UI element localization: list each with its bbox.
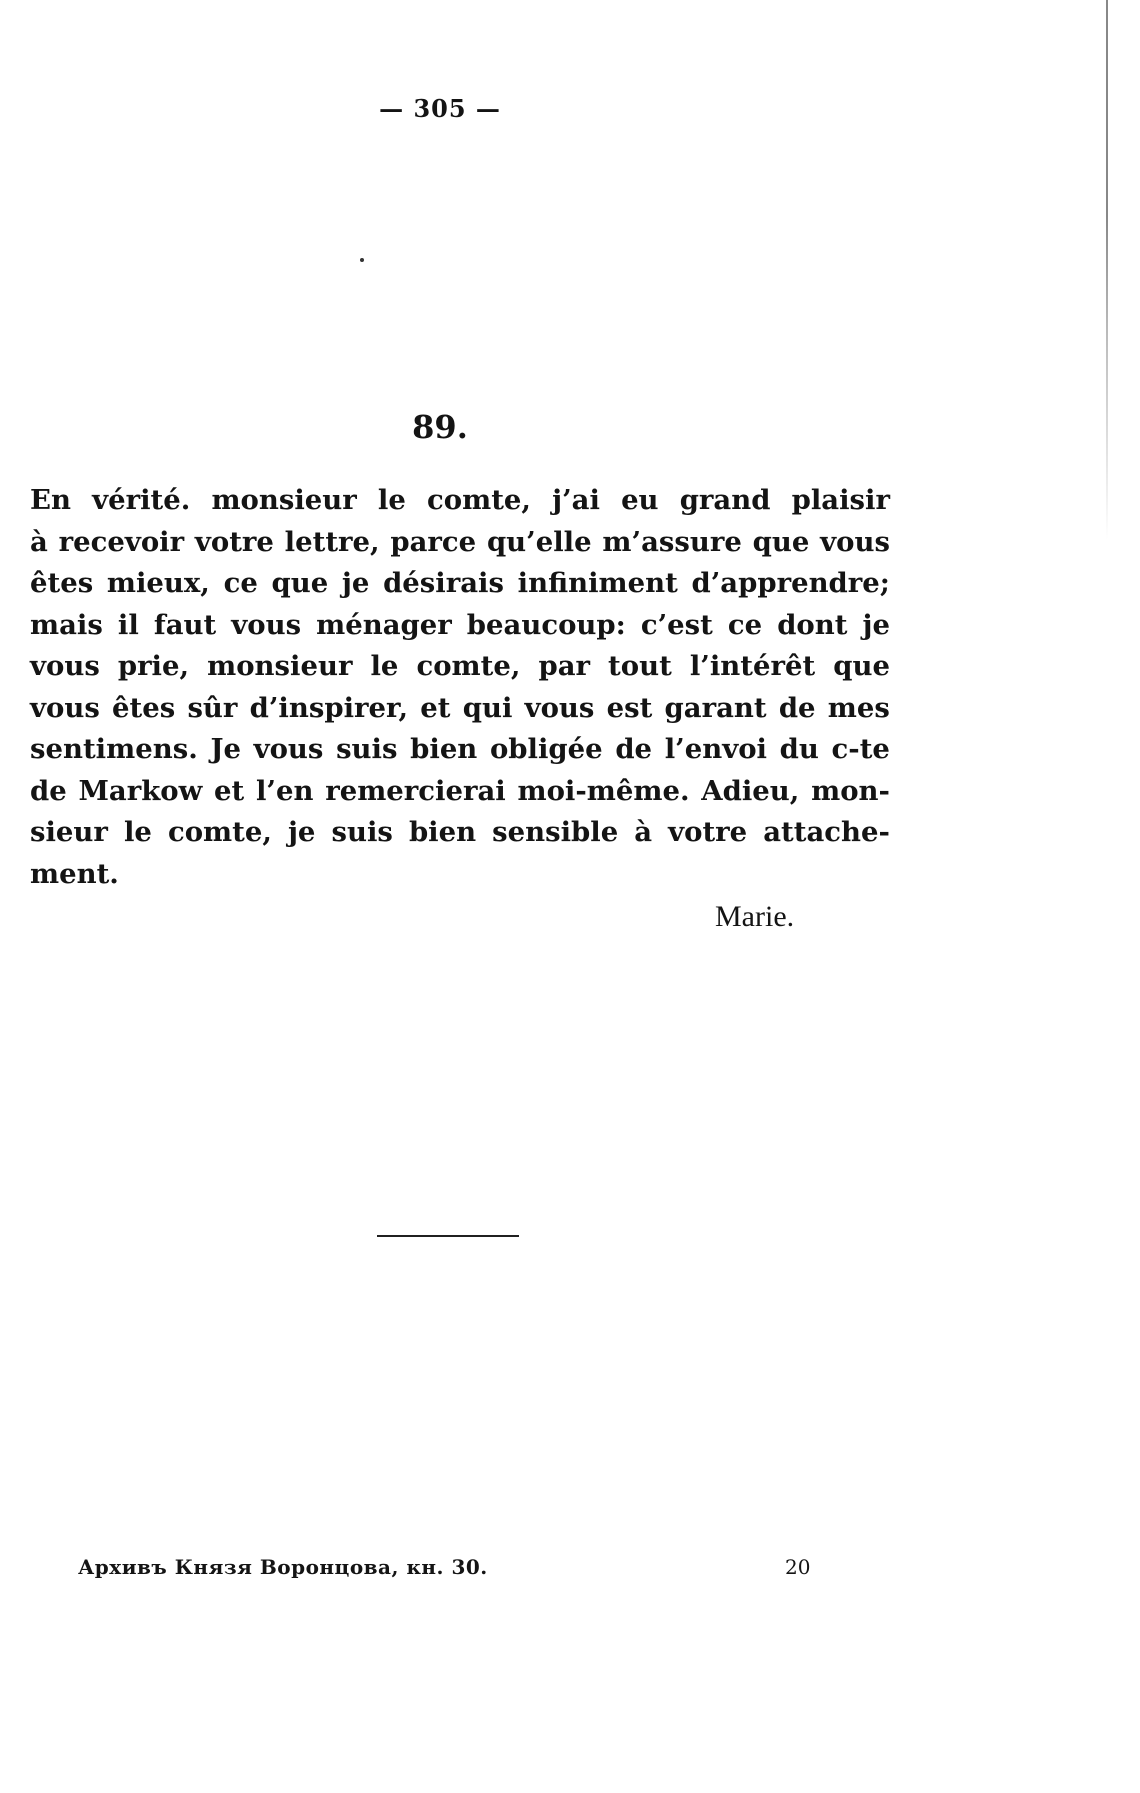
letter-word: le xyxy=(123,816,152,848)
letter-word: mon- xyxy=(811,774,890,807)
letter-word: de xyxy=(30,774,67,807)
letter-word: qui xyxy=(462,691,513,724)
letter-word: l’en xyxy=(255,774,314,807)
letter-word: recevoir xyxy=(58,525,185,558)
letter-word: eu xyxy=(621,484,659,516)
letter-word: d’inspirer, xyxy=(249,691,409,724)
letter-word: sensible xyxy=(492,816,619,848)
letter-word: de xyxy=(615,733,653,765)
letter-line xyxy=(30,605,890,647)
letter-word: sieur xyxy=(30,816,108,848)
letter-word: vous xyxy=(231,608,302,641)
letter-word: je xyxy=(341,567,370,599)
scan-speck xyxy=(360,258,364,262)
letter-line xyxy=(30,729,890,771)
letter-word: il xyxy=(117,608,139,641)
letter-word: ment. xyxy=(30,857,119,890)
letter-word: que xyxy=(833,650,890,682)
letter-word: j’ai xyxy=(552,484,600,516)
letter-word: par xyxy=(538,650,591,682)
letter-word: parce xyxy=(390,525,477,558)
letter-word: le xyxy=(377,484,406,516)
letter-word: comte, xyxy=(416,650,521,682)
letter-word: d’apprendre; xyxy=(691,567,890,599)
letter-word: êtes xyxy=(112,691,176,724)
page-number: — 305 — xyxy=(379,94,501,123)
letter-word: monsieur xyxy=(207,650,353,682)
footer-signature-mark: 20 xyxy=(785,1555,811,1579)
letter-word: l’intérêt xyxy=(689,650,816,682)
letter-word: l’envoi xyxy=(664,733,767,765)
letter-word: vous xyxy=(30,650,100,682)
letter-word: faut xyxy=(153,608,217,641)
letter-word: prie, xyxy=(117,650,190,682)
letter-word: ce xyxy=(727,608,763,641)
letter-word: Markow xyxy=(78,774,203,807)
letter-word: suis xyxy=(336,733,398,765)
letter-word: infiniment xyxy=(517,567,678,599)
letter-word: de xyxy=(778,691,816,724)
letter-word: remercierai xyxy=(325,774,506,807)
letter-word: sûr xyxy=(187,691,238,724)
letter-word: c-te xyxy=(831,733,890,765)
letter-word: à xyxy=(634,816,653,848)
letter-word: c’est xyxy=(640,608,713,641)
letter-word: obligée xyxy=(489,733,603,765)
letter-word: lettre, xyxy=(284,525,380,558)
letter-word: Adieu, xyxy=(701,774,800,807)
letter-word: votre xyxy=(668,816,748,848)
letter-word: attache- xyxy=(763,816,890,848)
letter-word: comte, xyxy=(427,484,531,516)
letter-number: 89. xyxy=(412,408,468,446)
letter-word: je xyxy=(287,816,316,848)
letter-line xyxy=(30,688,890,730)
letter-word: désirais xyxy=(383,567,504,599)
letter-word: moi-même. xyxy=(517,774,690,807)
letter-word: tout xyxy=(608,650,672,682)
letter-word: que xyxy=(752,525,810,558)
letter-word: ce xyxy=(223,567,258,599)
letter-word: Je xyxy=(210,733,241,765)
letter-line xyxy=(30,771,890,813)
letter-word: à xyxy=(30,525,48,558)
letter-word: mes xyxy=(827,691,890,724)
letter-word: comte, xyxy=(167,816,272,848)
letter-word: êtes xyxy=(30,567,94,599)
letter-word: m’assure xyxy=(602,525,742,558)
letter-word: sentimens. xyxy=(30,733,198,765)
letter-word: du xyxy=(779,733,819,765)
letter-line xyxy=(30,522,890,564)
letter-word: je xyxy=(862,608,890,641)
letter-word: mais xyxy=(30,608,103,641)
signature: Marie. xyxy=(715,900,795,933)
letter-line xyxy=(30,646,890,688)
letter-word: En xyxy=(30,484,71,516)
section-rule xyxy=(377,1235,519,1237)
letter-word: ménager xyxy=(316,608,452,641)
letter-word: vous xyxy=(253,733,324,765)
letter-word: le xyxy=(370,650,399,682)
letter-word: qu’elle xyxy=(486,525,592,558)
letter-word: mieux, xyxy=(106,567,210,599)
letter-line xyxy=(30,480,890,522)
letter-word: vous xyxy=(30,691,100,724)
letter-word: dont xyxy=(777,608,848,641)
letter-word: plaisir xyxy=(791,484,890,516)
letter-word: vous xyxy=(524,691,595,724)
letter-word: et xyxy=(420,691,451,724)
letter-word: bien xyxy=(408,816,477,848)
letter-word: vérité. xyxy=(92,484,191,516)
letter-body xyxy=(30,480,890,895)
letter-word: bien xyxy=(410,733,478,765)
letter-word: vous xyxy=(820,525,890,558)
letter-word: beaucoup: xyxy=(466,608,626,641)
letter-word: suis xyxy=(331,816,393,848)
letter-line xyxy=(30,812,890,854)
letter-word: monsieur xyxy=(211,484,357,516)
letter-word: garant xyxy=(664,691,767,724)
page-edge-shadow xyxy=(1106,0,1108,540)
letter-word: grand xyxy=(679,484,771,516)
letter-word: et xyxy=(214,774,245,807)
footer-source: Архивъ Князя Воронцова, кн. 30. xyxy=(78,1555,488,1579)
letter-line xyxy=(30,854,890,896)
letter-word: est xyxy=(606,691,653,724)
letter-word: que xyxy=(271,567,329,599)
letter-line xyxy=(30,563,890,605)
letter-word: votre xyxy=(194,525,274,558)
